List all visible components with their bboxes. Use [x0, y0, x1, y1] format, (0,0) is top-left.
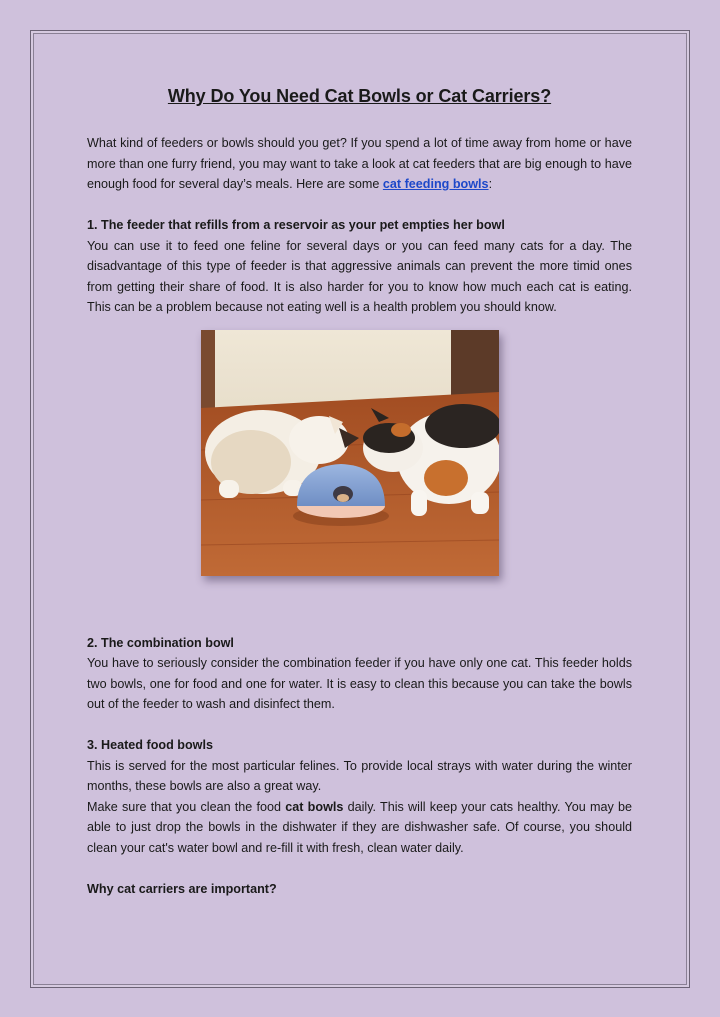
section2-body: You have to seriously consider the combination feeder if you have only one cat. This feeder holds two bowls, one for food and one for water. It is easy to clean this because you can take the bowls out of the feeder to wash and disinfect them. — [87, 656, 632, 711]
section4-heading: Why cat carriers are important? — [87, 881, 277, 896]
intro-text: What kind of feeders or bowls should you get? If you spend a lot of time away from home or have more than one furry friend, you may want to take a look at cat feeders that are big enough to have enough food for several day’s meals. Here are some — [87, 136, 632, 191]
cat-feeding-bowls-link[interactable]: cat feeding bowls — [382, 177, 489, 191]
document-body — [87, 86, 632, 899]
section2-heading: 2. The combination bowl — [87, 635, 234, 650]
section3-body-2 — [87, 797, 632, 859]
intro-trailing: : — [488, 177, 493, 191]
section1-heading: 1. The feeder that refills from a reservoir as your pet empties her bowl — [87, 218, 505, 232]
cat-bowls-bold: cat bowls — [285, 799, 344, 814]
section3-body: This is served for the most particular felines. To provide local strays with water during the winter months, these bowls are also a great way. — [87, 758, 632, 793]
cats-eating-photo — [201, 330, 499, 576]
section3-heading: 3. Heated food bowls — [87, 738, 213, 752]
section3-body2-before: Make sure that you clean the food — [87, 799, 286, 814]
section3-body2-after: daily. This will keep your cats healthy. You may be able to just drop the bowls in the dishwater if they are dishwasher safe. Of course, you should clean your cat's water bowl and re-fill it with fresh, clean water daily. — [87, 799, 632, 855]
intro-paragraph — [87, 133, 632, 195]
section1-body: You can use it to feed one feline for several days or you can feed many cats for a day. The disadvantage of this type of feeder is that aggressive animals can prevent the more timid ones from getting their share of food. It is also harder for you to know how much each cat is eating. This can be a problem because not eating well is a health problem you should know. — [87, 238, 632, 314]
page-title: Why Do You Need Cat Bowls or Cat Carriers? — [167, 86, 552, 106]
